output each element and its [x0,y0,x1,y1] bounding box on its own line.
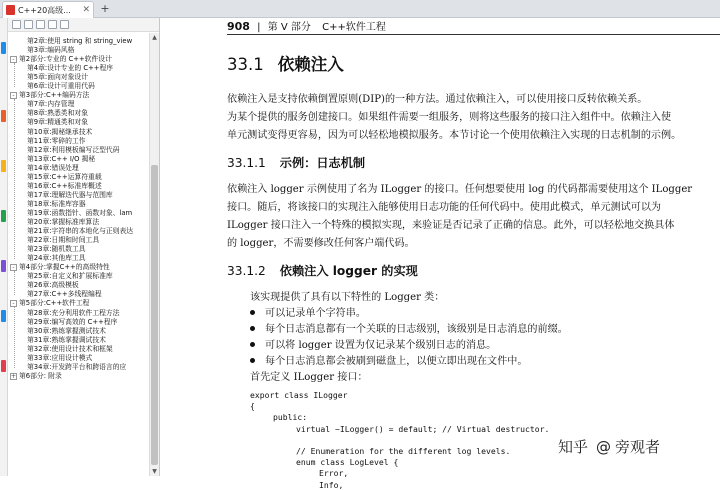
outline-chapter[interactable] [8,164,150,173]
outline-label: 第26章:高级模板 [27,281,79,290]
code-line: export class ILogger [250,390,348,400]
outline-label: 第20章:掌握标准库算法 [27,218,100,226]
outline-chapter[interactable] [8,173,150,182]
outline-label: 第14章:错误处理 [27,163,79,172]
paragraph-line: 首先定义 ILogger 接口： [250,372,368,383]
outline-label: 第5部分:C++软件工程 [19,299,90,308]
bullet-item: 可以记录单个字符串。 [250,304,366,319]
section-title: 依赖注入 [277,55,344,74]
outline-label: 第10章:揭秘继承技术 [27,127,93,136]
outline-label: 第29章:编写高效的 C++程序 [27,317,118,326]
header-rule [227,34,720,35]
outline-chapter[interactable] [8,318,150,327]
outline-label: 第7章:内存管理 [27,100,75,109]
outline-label: 第8章:熟悉类和对象 [27,109,88,118]
outline-chapter[interactable] [8,82,150,91]
code-line: public: [273,412,308,423]
outline-label: 第27章:C++多线程编程 [27,290,102,299]
bullet-dot [250,358,255,363]
outline-chapter[interactable] [8,191,150,200]
outline-label: 第31章:熟练掌握调试技术 [27,335,106,344]
outline-label: 第11章:零碎的工作 [27,136,86,145]
panel-swatch-icon[interactable] [1,42,6,54]
outline-label: 第2章:使用 string 和 string_view [27,37,133,45]
outline-label: 第5章:面向对象设计 [27,73,88,82]
collapse-icon[interactable]: - [10,56,17,63]
paragraph-line: 依赖注入是支持依赖倒置原则(DIP)的一种方法。通过依赖注入，可以使用接口反转依赖关系。 [227,94,648,105]
paragraph-line: 依赖注入 logger 示例使用了名为 ILogger 的接口。任何想要使用 log 的代码都需要使用这个 ILogger [227,184,693,195]
outline-chapter[interactable] [8,200,150,209]
code-line: Error, [319,468,349,479]
collapse-icon[interactable]: - [10,92,17,99]
section-number: 33.1 [227,55,264,74]
tab-title: C++20高级... [18,5,71,15]
outline-part[interactable] [8,372,150,381]
outline-chapter[interactable] [8,37,150,46]
watermark-brand: 知乎 [558,438,589,456]
scroll-down-icon[interactable]: ▼ [152,468,157,475]
outline-chapter[interactable] [8,281,150,290]
code-line: virtual ~ILogger() = default; // Virtual destructor. [296,423,550,434]
outline-chapter[interactable] [8,336,150,345]
document-tab[interactable] [2,1,94,18]
outline-chapter[interactable] [8,46,150,55]
outline-label: 第23章:随机数工具 [27,245,86,254]
bookmark-options-icon[interactable] [60,20,69,29]
tab-bar [0,0,720,18]
outline-chapter[interactable] [8,227,150,236]
outline-chapter[interactable] [8,137,150,146]
outline-chapter[interactable] [8,363,150,372]
paragraph-line: 接口。随后，将该接口的实现注入能够使用日志功能的任何代码中。使用此模式，单元测试可以为 [227,202,662,213]
outline-part[interactable] [8,299,150,308]
outline-label: 第3章:编码风格 [27,46,75,55]
outline-chapter[interactable] [8,254,150,263]
collapse-all-icon[interactable] [24,20,33,29]
outline-chapter[interactable] [8,345,150,354]
subsection-title: 示例：日志机制 [279,156,366,170]
scrollbar-thumb[interactable] [151,165,158,465]
outline-label: 第22章:日期和时间工具 [27,236,100,245]
expand-icon[interactable]: + [11,372,17,380]
header-part-title: C++软件工程 [322,22,386,33]
outline-chapter[interactable] [8,182,150,191]
expand-all-icon[interactable] [12,20,21,29]
outline-chapter[interactable] [8,309,150,318]
outline-label: 第34章:开发跨平台和跨语言的应 [27,362,127,371]
bullet-dot [250,310,255,315]
sidebar-toolbar [8,18,159,32]
header-part: 第 V 部分 [267,22,311,33]
outline-label: 第3部分:C++编码方法 [19,91,90,100]
watermark [558,436,660,457]
subsection-title: 依赖注入 logger 的实现 [279,264,418,278]
subsection-heading [227,262,418,279]
paragraph-line: 的 logger，不需要修改任何客户端代码。 [227,238,415,249]
panel-swatch-icon[interactable] [1,210,6,222]
sidebar-scrollbar[interactable] [149,33,159,476]
outline-label: 第25章:自定义和扩展标准库 [27,272,113,281]
outline-chapter[interactable] [8,327,150,336]
paragraph-line: 单元测试变得更容易，因为可以轻松地模拟服务。本节讨论一个使用依赖注入实现的日志机制的示例。 [227,130,682,141]
tree-guide-line [14,99,15,259]
bookmark-sidebar [8,18,160,476]
outline-label: 第12章:利用模板编写泛型代码 [27,145,120,154]
page-header [227,18,386,32]
outline-label: 第17章:理解迭代器与范围库 [27,190,113,199]
outline-tree [8,37,150,476]
outline-label: 第21章:字符串的本地化与正则表达 [27,227,134,236]
tree-guide-line [14,63,15,87]
bullet-dot [250,326,255,331]
outline-label: 第24章:其他库工具 [27,254,86,263]
outline-chapter[interactable] [8,118,150,127]
bullet-item: 每个日志消息都会被刷到磁盘上，以便立即出现在文件中。 [250,352,527,367]
pdf-icon [6,5,15,15]
code-line: { [250,401,255,412]
outline-chapter[interactable] [8,64,150,73]
subsection-number: 33.1.1 [227,156,266,170]
outline-label: 第30章:熟练掌握测试技术 [27,326,106,335]
outline-label: 第6章:设计可重用代码 [27,82,95,91]
outline-chapter[interactable] [8,100,150,109]
outline-label: 第28章:充分利用软件工程方法 [27,308,120,317]
section-heading [227,51,344,75]
code-line: Info, [319,479,344,490]
outline-part[interactable] [8,263,150,272]
outline-label: 第15章:C++运算符重载 [27,172,102,181]
outline-label: 第6部分: 附录 [19,371,62,380]
outline-chapter[interactable] [8,155,150,164]
page-number: 908 [227,20,250,33]
paragraph-line: ILogger 接口注入一个特殊的模拟实现，来验证是否记录了正确的信息。此外，可以轻松地交换具体 [227,220,675,231]
outline-label: 第19章:函数指针、函数对象、lam [27,208,133,217]
outline-chapter[interactable] [8,236,150,245]
outline-chapter[interactable] [8,245,150,254]
paragraph-line: 为某个提供的服务创建接口。如果组件需要一组服务，则将这些服务的接口注入组件中。依赖注入使 [227,112,672,123]
panel-swatch-icon[interactable] [1,360,6,372]
new-tab-button[interactable]: + [100,2,110,15]
outline-chapter[interactable] [8,128,150,137]
panel-swatch-icon[interactable] [1,160,6,172]
watermark-author: 旁观者 [615,438,661,456]
bullet-item: 每个日志消息都有一个关联的日志级别，该级别是日志消息的前缀。 [250,320,568,335]
outline-chapter[interactable] [8,218,150,227]
outline-part[interactable] [8,55,150,64]
outline-label: 第18章:标准库容器 [27,199,86,208]
subsection-number: 33.1.2 [227,264,266,278]
collapse-icon[interactable]: - [10,300,17,307]
watermark-at: @ [596,437,612,456]
panel-swatch-icon[interactable] [1,260,6,272]
panel-swatch-icon[interactable] [1,310,6,322]
bullet-item: 可以将 logger 设置为仅记录某个级别日志的消息。 [250,336,496,351]
outline-label: 第9章:精通类和对象 [27,118,88,127]
scroll-up-icon[interactable]: ▲ [152,34,157,41]
close-icon[interactable]: ✕ [82,5,90,15]
outline-part[interactable] [8,91,150,100]
outline-label: 第16章:C++标准库概述 [27,181,102,190]
outline-chapter[interactable] [8,272,150,281]
document-page [161,18,720,490]
header-separator: | [257,22,261,33]
outline-label: 第32章:使用设计技术和框架 [27,344,113,353]
bookmark-delete-icon[interactable] [48,20,57,29]
code-line: // Enumeration for the different log levels. [296,446,511,456]
outline-label: 第33章:应用设计模式 [27,353,93,362]
outline-chapter[interactable] [8,73,150,82]
bookmark-add-icon[interactable] [36,20,45,29]
outline-chapter[interactable] [8,354,150,363]
outline-label: 第2部分:专业的 C++软件设计 [19,55,112,64]
outline-label: 第4部分:掌握C++的高级特性 [19,263,110,272]
outline-chapter[interactable] [8,146,150,155]
paragraph-line: 该实现提供了具有以下特性的 Logger 类： [250,292,445,303]
outline-chapter[interactable] [8,209,150,218]
code-line: enum class LogLevel { [296,457,399,468]
tree-guide-line [14,307,15,367]
outline-label: 第4章:设计专业的 C++程序 [27,64,114,73]
panel-swatch-icon[interactable] [1,110,6,122]
collapse-icon[interactable]: - [10,264,17,271]
tree-guide-line [14,271,15,295]
side-panel-strip [0,18,8,476]
subsection-heading [227,154,365,171]
bullet-dot [250,342,255,347]
outline-label: 第13章:C++ I/O 揭秘 [27,154,96,163]
